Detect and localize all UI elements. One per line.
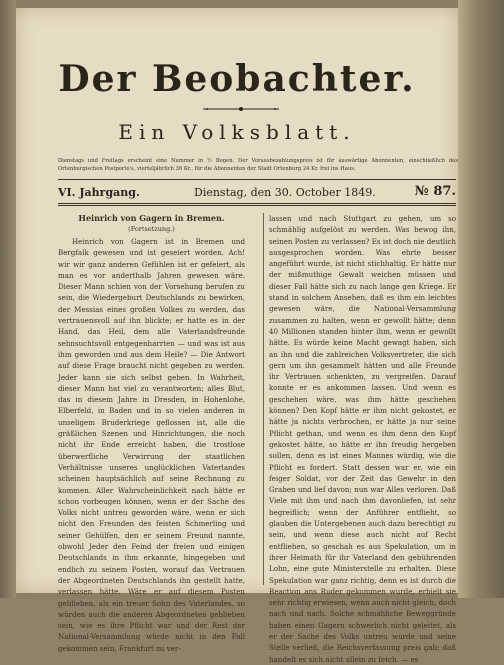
- bottom-rule-2: [58, 205, 456, 206]
- left-column: [58, 213, 245, 653]
- ornament-divider: [201, 106, 281, 112]
- page-stack-edge: [458, 0, 504, 598]
- right-column-text: lassen und nach Stuttgart zu gehen, um so schmählig aufgelöst zu werden. Was bewog ihn, seinen Posten zu verlassen? Es ist doch nie deutlich ausgesprochen worden. Was ehrte besser angeführt wurde, ist nicht stichhaltig. Er hätte nur der mißmuthige Gewalt weichen müssen und dieser Fall hätte sich zu nach lange gen Kriege. Er stand in solchem Ansehen, daß es ihm ein leichtes gewesen wäre, die National-Versammlung zusammen zu halten, wenn er gewollt hätte; denn 40 Millionen standen hinter ihm, wenn er gewollt hätte. Es würde keine Macht gewagt haben, sich an ihn und die zahlreichen Volksvertreter, die sich gern um ihn gesammelt hätten und alle Freunde ihr Vertrauen schenkten, zu vergreifen. Darauf konnte er es ankommen lassen. Und wenn es geschehen wäre, was ihm hätte geschehen können? Den Kopf hätte er ihm nicht gekostet, er hätte ja nichts verbrochen, er hätte ja nur seine Pflicht gethan, und wenn es ihm denn den Kopf gekostet hätte, so hätte er ihn freudig hergeben sollen, denn es ist eines Mannes würdig, wie die Pflicht es fordert. Statt dessen war er, wie ein feiger Soldat, vor der Zeit das Gewehr in den Graben und lief davon; nun war Alles verloren. Daß Viele mit ihm und nach ihm davonliefen, ist sehr begreiflich; wenn der Anführer entflieht, so glauben die Untergebenen auch dazu berechtigt zu sein, und wenn diese auch nicht auf Recht entfliehen, so geschah es aus Spekulation, um in ihrer Heimath für ihr Vaterland den gebührenden Lohn, eine gute Ministerstelle zu erhalten. Diese Spekulation war ganz richtig, denn es ist durch die Reaction ans Ruder gekommen wurde, erhielt sie sehr richtig erwiesen, wenn auch nicht gleich, doch nach und nach. Solche schmähliche Beweggründe haben einen Gagern schwerlich nicht geleitet, als er der Sache des Volks untreu wurde und seine Stelle verließ, die Reichsverfassung preis gab; daß handelt es sich nicht allein zu fetch. — es: [269, 214, 456, 664]
- left-column-text: Heinrich von Gagern ist in Bremen und Bergfalk gewesen und ist geseiert worden. Ach! wir wir ganz anderen Gefühlen ist er gefeiert, als man es vor anderthalb Jahren gewesen wäre. Dieser Mann schien von der Vorsehung berufen zu sein, die Wiedergeburt Deutschlands zu bewirken, der Messias eines großen Volkes zu werden, das vertrauensvoll auf ihn blickte; er hatte es in der Hand, das Heil, dem alle Vaterlandsfreunde sehnsuchtsvoll entgegenharrten — und was ist aus ihm geworden und aus dem Heile? — Die Antwort auf diese Frage braucht nicht gegeben zu werden. Jeder kann sie sich selbst geben. In Wahrheit, dieser Mann hat viel zu verantworten; alles Blut, das in diesem Jahre in Dresden, in Hohenlohe, Elberfeld, in Baden und in so vielen anderen in unseligem Bruderkriege geflossen ist, alle die gräßlichen Szenen und Hinrichtungen, die noch nicht ihr Ende erreicht haben, die trostlose überwerfliche Verwirrung der staatlichen Verhältnisse unseres unglücklichen Vaterlandes scheinen hauptsächlich auf seine Rechnung zu kommen. Aller Wahrscheinlichkeit nach hätte er schon vorbeugen können, wenn er der Sache des Volks nicht untreu geworden wäre, wenn er sich nicht den Freunden des feisten Schmerling und seiner Gehülfen, den er seinem Freund nannte, obwohl Jeder den Feind der freien und einigen Deutschlands in ihm erkannte, hingegeben und endlich zu seinem Posten, worauf das Vertrauen der Abgeordneten Deutschlands ihn gestellt hatte, verlassen hätte. Wäre er auf diesem Posten geblieben, als ein treuer Sohn des Vaterlandes, so würden auch die anderen Abgeordneten geblieben sein, wie es ihre Pflicht war und der Rest der National-Versammlung würde nicht in den Fall gekommen sein, Frankfurt zu ver-: [58, 237, 245, 653]
- issue-bar: [58, 182, 456, 202]
- newspaper-page: [16, 8, 458, 664]
- top-rule: [58, 179, 456, 180]
- column-divider: [263, 213, 264, 585]
- masthead-subtitle: Ein Volksblatt.: [118, 120, 356, 144]
- bottom-rule: [58, 203, 456, 204]
- book-spine-edge: [0, 0, 16, 598]
- right-column: [269, 213, 456, 664]
- article-heading: Heinrich von Gagern in Bremen.: [78, 213, 225, 223]
- article-continuation: (Fortsetzung.): [128, 225, 175, 233]
- subscription-notice: Dienstags und Freitags erscheint eine Nummer in ½ Bogen. Der Vorausbezahlungspreis ist für auswärtige Abonnenten, einschließlich des Ortenburgischen Postporto's, vierteljährlich 36 Kr., für die Abonnenten der Stadt Ortenburg 24 Kr. frei ins Haus.: [58, 158, 458, 172]
- issue-number: № 87.: [414, 184, 456, 199]
- volume-label: VI. Jahrgang.: [58, 186, 140, 199]
- issue-date: Dienstag, den 30. October 1849.: [194, 186, 376, 199]
- masthead-title: Der Beobachter.: [58, 58, 416, 100]
